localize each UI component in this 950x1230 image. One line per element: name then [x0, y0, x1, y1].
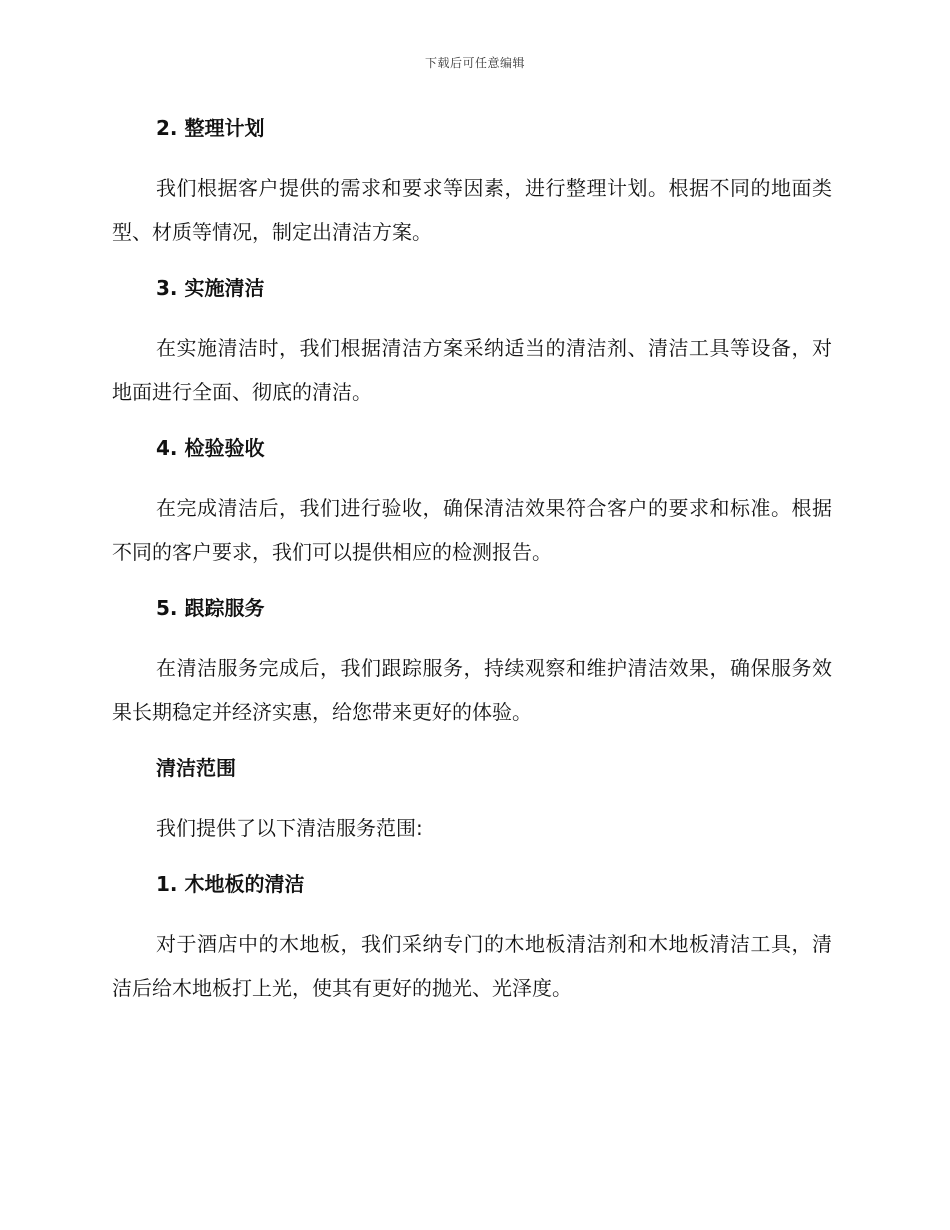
document-body [112, 112, 832, 1010]
section-heading: 1. 木地板的清洁 [156, 872, 305, 896]
section-heading: 5. 跟踪服务 [156, 596, 265, 620]
section-paragraph: 在实施清洁时，我们根据清洁方案采纳适当的清洁剂、清洁工具等设备，对地面进行全面、彻底的清洁。 [112, 336, 832, 404]
section-heading: 4. 检验验收 [156, 436, 265, 460]
section-heading: 清洁范围 [156, 756, 236, 780]
section-heading: 2. 整理计划 [156, 116, 265, 140]
section-paragraph: 在清洁服务完成后，我们跟踪服务，持续观察和维护清洁效果，确保服务效果长期稳定并经济实惠，给您带来更好的体验。 [112, 656, 832, 724]
section-paragraph: 我们根据客户提供的需求和要求等因素，进行整理计划。根据不同的地面类型、材质等情况，制定出清洁方案。 [112, 176, 832, 244]
section-paragraph: 对于酒店中的木地板，我们采纳专门的木地板清洁剂和木地板清洁工具，清洁后给木地板打上光，使其有更好的抛光、光泽度。 [112, 932, 832, 1000]
section-paragraph: 在完成清洁后，我们进行验收，确保清洁效果符合客户的要求和标准。根据不同的客户要求，我们可以提供相应的检测报告。 [112, 496, 832, 564]
header-note: 下载后可任意编辑 [424, 56, 525, 70]
section-paragraph: 我们提供了以下清洁服务范围: [156, 816, 423, 840]
section-heading: 3. 实施清洁 [156, 276, 265, 300]
